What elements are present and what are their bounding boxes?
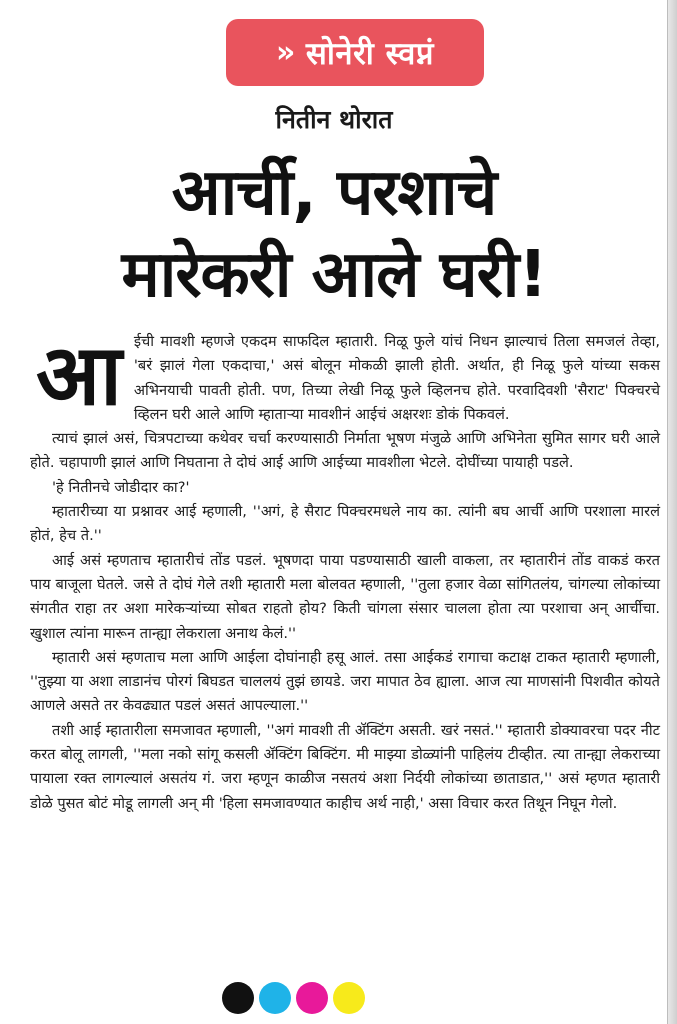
paragraph: त्याचं झालं असं, चित्रपटाच्या कथेवर चर्चा करण्यासाठी निर्माता भूषण मंजुळे आणि अभिनेता सुमित सागर घरी आले होते. चहापाणी झालं आणि निघताना ते दोघं आई आणि आईच्या मावशीला भेटले. दोघींच्या पायाही पडले. xyxy=(30,430,660,472)
registration-dot-cyan xyxy=(259,982,291,1014)
page-edge xyxy=(667,0,677,1024)
registration-marks xyxy=(222,982,365,1016)
paragraph: आई असं म्हणताच म्हातारीचं तोंड पडलं. भूषणदा पाया पडण्यासाठी खाली वाकला, तर म्हातारीनं तोंड वाकडं करत पाय बाजूला घेतले. जसे ते दोघं गेले तशी म्हातारी मला बोलवत म्हणाली, ''तुला हजार वेळा सांगितलंय, चांगल्या लोकांच्या संगतीत राहा तर अशा मारेकऱ्यांच्या सोबत राहतो होय? किती चांगला संसार चालला होता त्या परशाचा अन् आर्चीचा. खुशाल त्यांना मारून तान्ह्या लेकराला अनाथ केलं.'' xyxy=(30,551,660,642)
registration-dot-black xyxy=(222,982,254,1014)
headline-line-2: मारेकरी आले घरी! xyxy=(121,238,547,312)
paragraph: म्हातारीच्या या प्रश्नावर आई म्हणाली, ''अगं, हे सैराट पिक्चरमधले नाय का. त्यांनी बघ आर्ची आणि परशाला मारलं होतं, हेच ते.'' xyxy=(30,503,660,545)
section-tag xyxy=(226,19,484,86)
paragraph: 'हे नितीनचे जोडीदार का?' xyxy=(52,478,190,496)
paragraph: म्हातारी असं म्हणताच मला आणि आईला दोघांनाही हसू आलं. तसा आईकडं रागाचा कटाक्ष टाकत म्हातारी म्हणाली, ''तुझ्या या अशा लाडानंच पोरगं बिघडत चाललयं तुझं छायडे. जरा मापात ठेव ह्याला. आज त्या माणसांनी पिशवीत कोयते आणले असते तर केवढ्यात पडलं असतं आपल्याला.'' xyxy=(30,648,660,715)
paragraph: तशी आई म्हातारीला समजावत म्हणाली, ''अगं मावशी ती ॲक्टिंग असती. खरं नसतं.'' म्हातारी डोक्यावरचा पदर नीट करत बोलू लागली, ''मला नको सांगू कसली ॲक्टिंग बिक्टिंग. मी माझ्या डोळ्यांनी पाहिलंय टीव्हीत. त्या तान्ह्या लेकराच्या पायाला रक्त लागल्यालं असतंय गं. जरा म्हणून काळीज नसतयं अशा निर्दयी लोकांच्या छाताडात,'' असं म्हणत म्हातारी डोळे पुसत बोटं मोडू लागली अन् मी 'हिला समजावण्यात काहीच अर्थ नाही,' असा विचार करत तिथून निघून गेलो. xyxy=(30,721,660,812)
paragraph: ईची मावशी म्हणजे एकदम साफदिल म्हातारी. निळू फुले यांचं निधन झाल्याचं तिला समजलं तेव्हा, 'बरं झालं गेला एकदाचा,' असं बोलून मोकळी झाली होती. अर्थात, ही निळू फुले यांच्या सकस अभिनयाची पावती होती. पण, तिच्या लेखी निळू फुले व्हिलनच होते. परवादिवशी 'सैराट' पिक्चरचे व्हिलन घरी आले आणि म्हाताऱ्या मावशीनं आईचं अक्षरशः डोकं पिकवलं. xyxy=(133,333,660,423)
chevron-icon: » xyxy=(275,35,296,70)
registration-dot-yellow xyxy=(333,982,365,1014)
author-byline: नितीन थोरात xyxy=(275,105,393,134)
headline xyxy=(0,152,668,316)
registration-dot-magenta xyxy=(296,982,328,1014)
section-label: सोनेरी स्वप्नं xyxy=(305,35,434,72)
article-body xyxy=(30,326,660,816)
drop-cap: आ xyxy=(36,326,122,424)
headline-line-1: आर्ची, परशाचे xyxy=(171,156,497,230)
